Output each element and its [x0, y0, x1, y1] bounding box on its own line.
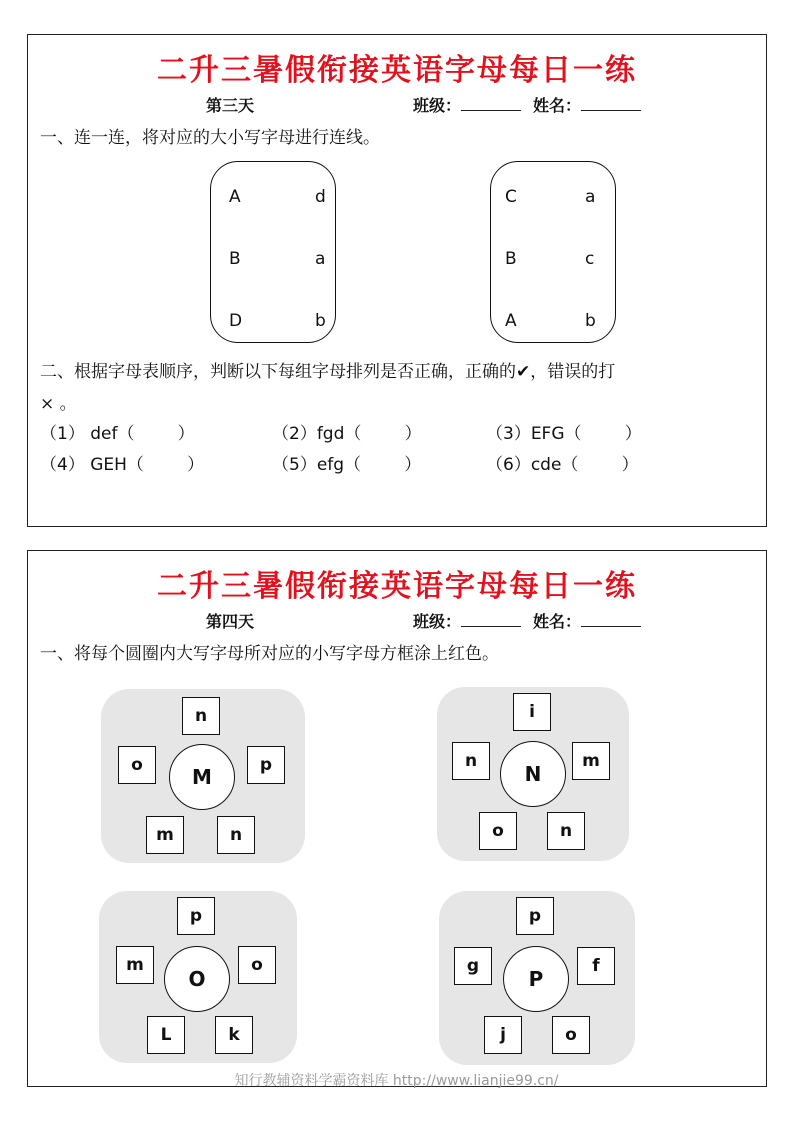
match-group-2	[490, 161, 616, 343]
upper-letter[interactable]: B	[229, 249, 241, 269]
letter-box[interactable]: p	[177, 897, 215, 935]
upper-letter[interactable]: A	[505, 311, 517, 331]
judge-item[interactable]: （4） GEH（ ）	[40, 455, 205, 475]
uppercase-circle: M	[169, 744, 235, 810]
name-field	[533, 93, 641, 116]
lower-letter[interactable]: a	[315, 249, 326, 269]
lower-letter[interactable]: c	[585, 249, 595, 269]
letter-box[interactable]: L	[147, 1016, 185, 1054]
name-label: 姓名：	[533, 96, 582, 115]
class-field	[413, 93, 521, 116]
letter-box[interactable]: p	[247, 746, 285, 784]
day3-worksheet	[27, 34, 767, 527]
letter-box[interactable]: o	[552, 1016, 590, 1054]
name-blank[interactable]	[581, 612, 641, 627]
letter-box[interactable]: p	[516, 897, 554, 935]
letter-puzzle-n	[437, 687, 629, 861]
uppercase-circle: P	[503, 946, 569, 1012]
match-group-1	[210, 161, 336, 343]
question-2-continued: × 。	[40, 394, 77, 414]
lower-letter[interactable]: b	[315, 311, 326, 331]
question-1: 一、将每个圆圈内大写字母所对应的小写字母方框涂上红色。	[40, 644, 499, 664]
letter-box[interactable]: n	[452, 742, 490, 780]
day4-worksheet	[27, 550, 767, 1087]
letter-box[interactable]: k	[215, 1016, 253, 1054]
lower-letter[interactable]: a	[585, 187, 596, 207]
judge-item[interactable]: （3）EFG（ ）	[486, 424, 642, 444]
letter-box[interactable]: f	[577, 947, 615, 985]
day-label: 第三天	[206, 96, 255, 115]
worksheet-title: 二升三暑假衔接英语字母每日一练	[157, 53, 637, 88]
letter-puzzle-p	[439, 891, 635, 1065]
upper-letter[interactable]: D	[229, 311, 243, 331]
class-field	[413, 609, 521, 632]
class-blank[interactable]	[461, 96, 521, 111]
letter-box[interactable]: n	[547, 812, 585, 850]
letter-box[interactable]: o	[479, 812, 517, 850]
judge-item[interactable]: （1） def（ ）	[40, 424, 195, 444]
letter-box[interactable]: g	[454, 947, 492, 985]
upper-letter[interactable]: B	[505, 249, 517, 269]
letter-box[interactable]: j	[484, 1016, 522, 1054]
letter-box[interactable]: n	[182, 697, 220, 735]
letter-box[interactable]: o	[118, 746, 156, 784]
uppercase-circle: N	[500, 741, 566, 807]
name-blank[interactable]	[581, 96, 641, 111]
class-label: 班级：	[413, 96, 462, 115]
judge-item[interactable]: （5）efg（ ）	[272, 455, 422, 475]
footer-watermark: 知行教辅资料学霸资料库 http://www.lianjie99.cn/	[234, 1073, 559, 1089]
question-2: 二、根据字母表顺序，判断以下每组字母排列是否正确，正确的✔，错误的打	[40, 362, 616, 382]
letter-box[interactable]: m	[116, 946, 154, 984]
worksheet-title: 二升三暑假衔接英语字母每日一练	[157, 569, 637, 604]
upper-letter[interactable]: C	[505, 187, 517, 207]
name-field	[533, 609, 641, 632]
class-blank[interactable]	[461, 612, 521, 627]
day-label: 第四天	[206, 612, 255, 631]
letter-puzzle-m	[101, 689, 305, 863]
letter-puzzle-o	[99, 891, 297, 1063]
judge-item[interactable]: （2）fgd（ ）	[272, 424, 422, 444]
letter-box[interactable]: i	[513, 693, 551, 731]
letter-box[interactable]: o	[238, 946, 276, 984]
upper-letter[interactable]: A	[229, 187, 241, 207]
judge-item[interactable]: （6）cde（ ）	[486, 455, 639, 475]
name-label: 姓名：	[533, 612, 582, 631]
lower-letter[interactable]: b	[585, 311, 596, 331]
lower-letter[interactable]: d	[315, 187, 326, 207]
letter-box[interactable]: n	[217, 816, 255, 854]
letter-box[interactable]: m	[572, 742, 610, 780]
uppercase-circle: O	[164, 946, 230, 1012]
question-1: 一、连一连，将对应的大小写字母进行连线。	[40, 128, 380, 148]
letter-box[interactable]: m	[146, 816, 184, 854]
class-label: 班级：	[413, 612, 462, 631]
